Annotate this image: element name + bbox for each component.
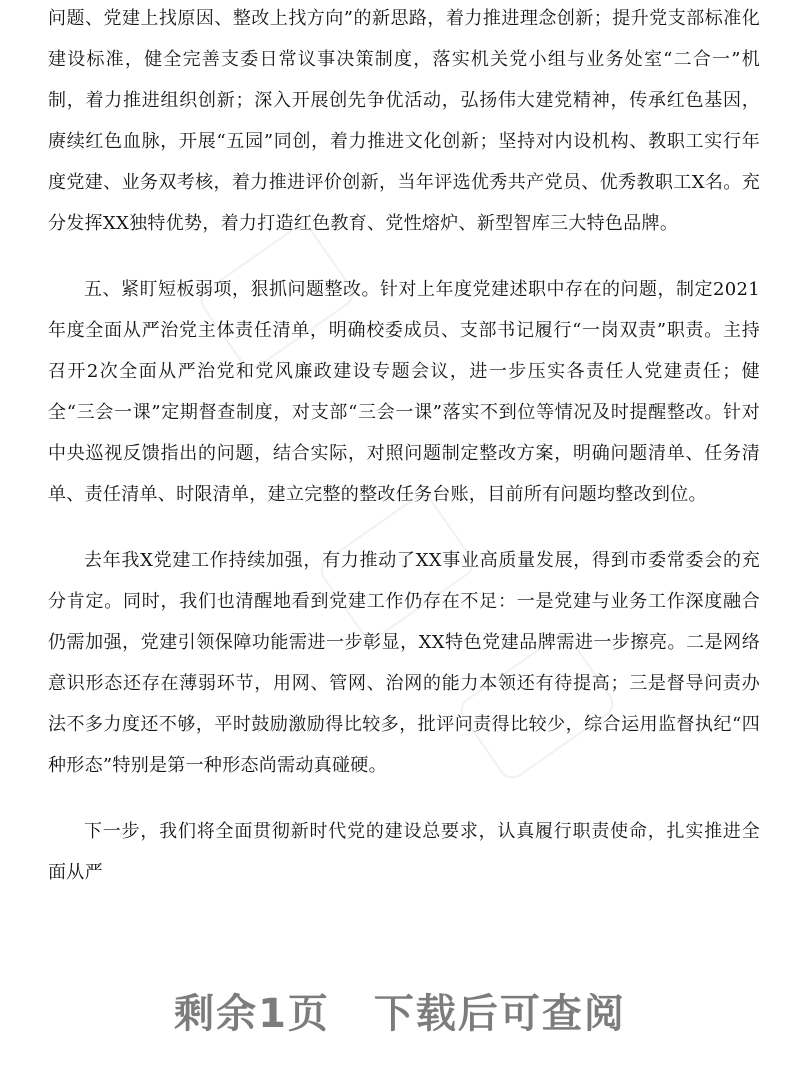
remaining-pages-label: 剩余1页 xyxy=(174,991,330,1037)
paragraph-rectification: 五、紧盯短板弱项，狠抓问题整改。针对上年度党建述职中存在的问题，制定2021年度全面从严治党主体责任清单，明确校委成员、支部书记履行“一岗双责”职责。主持召开2次全面从严治党和党风廉政建设专题会议，进一步压实各责任人党建责任；健全“三会一课”定期督查制度，对支部“三会一课”落实不到位等情况及时提醒整改。针对中央巡视反馈指出的问题，结合实际，对照问题制定整改方案，明确问题清单、任务清单、责任清单、时限清单，建立完整的整改任务台账，目前所有问题均整改到位。 xyxy=(48,279,760,505)
paragraph-innovation: 问题、党建上找原因、整改上找方向”的新思路，着力推进理念创新；提升党支部标准化建设标准，健全完善支委日常议事决策制度，落实机关党小组与业务处室“二合一”机制，着力推进组织创新；深入开展创先争优活动，弘扬伟大建党精神，传承红色基因，赓续红色血脉，开展“五园”同创，着力推进文化创新；坚持对内设机构、教职工实行年度党建、业务双考核，着力推进评价创新，当年评选优秀共产党员、优秀教职工X名。充分发挥XX独特优势，着力打造红色教育、党性熔炉、新型智库三大特色品牌。 xyxy=(48,8,760,234)
download-prompt-banner[interactable] xyxy=(0,984,800,1044)
paragraph-shortcomings: 去年我X党建工作持续加强，有力推动了XX事业高质量发展，得到市委常委会的充分肯定。同时，我们也清醒地看到党建工作仍存在不足：一是党建与业务工作深度融合仍需加强，党建引领保障功能需进一步彰显，XX特色党建品牌需进一步擦亮。二是网络意识形态还存在薄弱环节，用网、管网、治网的能力本领还有待提高；三是督导问责办法不多力度还不够，平时鼓励激励得比较多，批评问责得比较少，综合运用监督执纪“四种形态”特别是第一种形态尚需动真碰硬。 xyxy=(48,550,760,776)
download-to-view-label: 下载后可查阅 xyxy=(373,991,626,1037)
document-body xyxy=(48,0,760,893)
paragraph-next-steps: 下一步，我们将全面贯彻新时代党的建设总要求，认真履行职责使命，扎实推进全面从严 xyxy=(48,821,760,883)
